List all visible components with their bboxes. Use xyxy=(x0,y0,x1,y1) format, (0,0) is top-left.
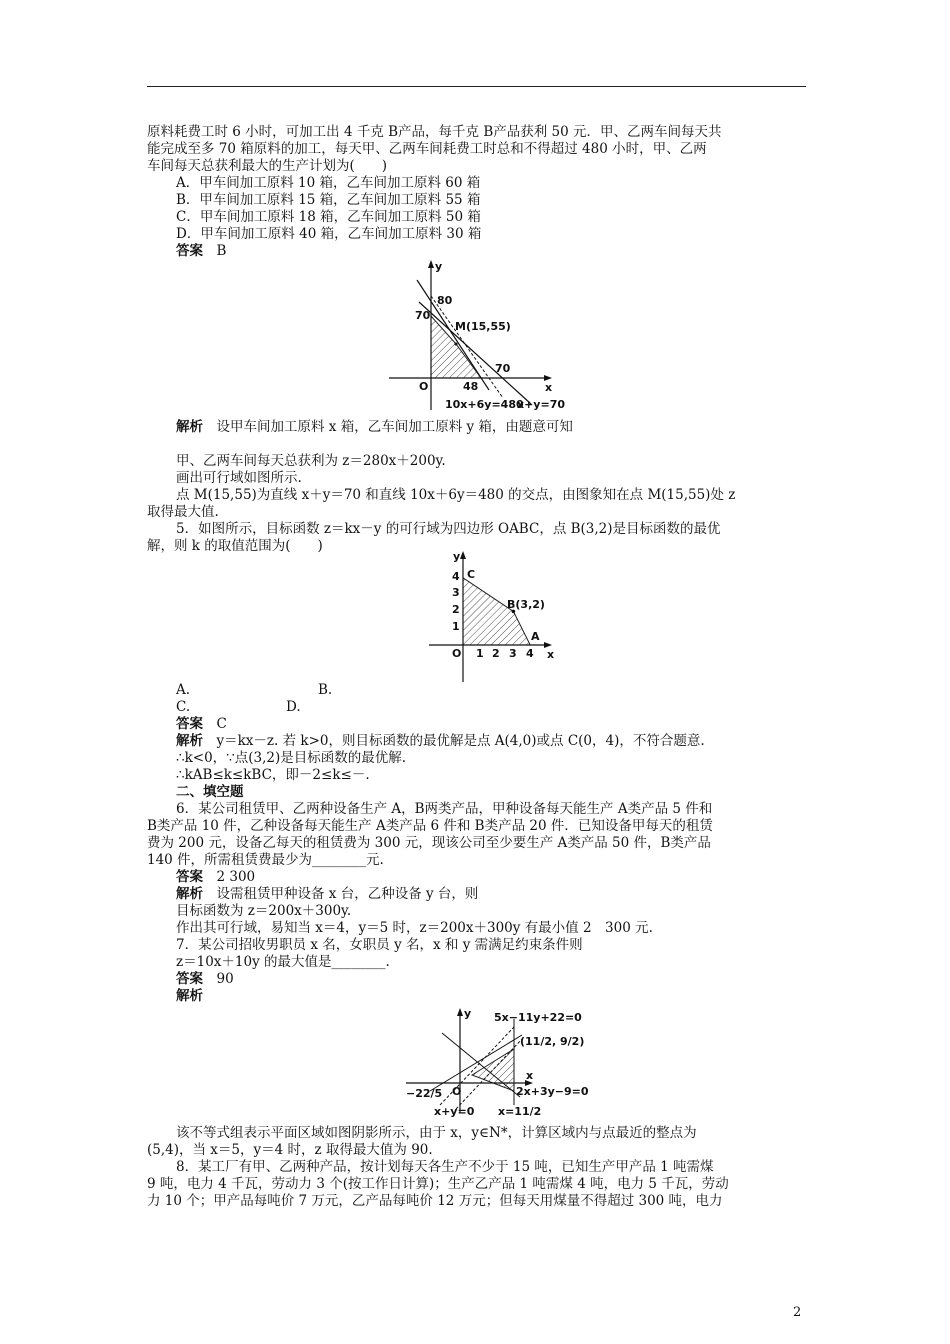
text-line: 作出其可行域，易知当 x＝4，y＝5 时，z＝200x＋300y 有最小值 2 300 元. xyxy=(176,920,653,936)
answer-line xyxy=(176,716,227,733)
label-eq1: 10x+6y=480 xyxy=(445,398,524,411)
axis-y-arrow xyxy=(460,551,466,559)
text-line: z＝10x＋10y 的最大值是________. xyxy=(176,954,390,970)
solution-text: 设需租赁甲种设备 x 台，乙种设备 y 台，则 xyxy=(203,886,479,902)
answer-line xyxy=(176,243,226,260)
answer-label: 答案 xyxy=(176,243,203,259)
label-y: y xyxy=(453,550,461,563)
text-line: ∴k<0，∵点(3,2)是目标函数的最优解. xyxy=(176,750,407,766)
label-m: M(15,55) xyxy=(455,320,511,333)
solution-label: 解析 xyxy=(176,988,203,1004)
option-b: B. xyxy=(318,682,333,698)
label-eq2: x+y=70 xyxy=(517,398,566,411)
text-line: ∴kAB≤k≤kBC，即－2≤k≤－. xyxy=(176,767,370,783)
label-70-x: 70 xyxy=(495,362,511,375)
option-c: C．甲车间加工原料 18 箱，乙车间加工原料 50 箱 xyxy=(176,209,481,225)
label-x: x xyxy=(526,1069,534,1082)
answer-line xyxy=(176,869,255,886)
text-line: 费为 200 元，设备乙每天的租赁费为 300 元，现该公司至少要生产 A类产品 50 件，B类产品 xyxy=(147,835,711,851)
label-x: x xyxy=(545,381,553,394)
text-line: 点 M(15,55)为直线 x＋y＝70 和直线 10x＋6y＝480 的交点，由图象知在点 M(15,55)处 z xyxy=(176,487,736,503)
solution-line xyxy=(176,419,573,436)
text-line: 甲、乙两车间每天总获利为 z＝280x＋200y. xyxy=(176,453,446,469)
text-line: B类产品 10 件，乙种设备每天能生产 A类产品 6 件和 B类产品 20 件．已知设备甲每天的租赁 xyxy=(147,818,713,834)
label-eq2: 2x+3y−9=0 xyxy=(516,1085,589,1098)
text-line: 画出可行域如图所示. xyxy=(176,470,302,486)
solution-label: 解析 xyxy=(176,419,203,435)
question-6: 6．某公司租赁甲、乙两种设备生产 A，B两类产品，甲种设备每天能生产 A类产品 5 件和 xyxy=(176,801,713,817)
question-5: 5．如图所示，目标函数 z＝kx－y 的可行域为四边形 OABC，点 B(3,2)是目标函数的最优 xyxy=(176,521,721,537)
label-o: O xyxy=(452,1085,462,1098)
point-m xyxy=(455,343,458,346)
solution-text: y＝kx－z. 若 k>0，则目标函数的最优解是点 A(4,0)或点 C(0，4)，不符合题意. xyxy=(203,733,705,749)
tick-y-1: 1 xyxy=(452,620,460,633)
label-eq3: x+y=0 xyxy=(434,1105,475,1118)
text-line: 9 吨，电力 4 千瓦，劳动力 3 个(按工作日计算)；生产乙产品 1 吨需煤 4 吨，电力 5 千瓦，劳动 xyxy=(147,1176,729,1192)
label-48: 48 xyxy=(463,380,479,393)
tick-x-1: 1 xyxy=(476,647,484,660)
option-a: A. xyxy=(176,682,191,698)
text-line: 能完成至多 70 箱原料的加工，每天甲、乙两车间耗费工时总和不得超过 480 小时，甲、乙两 xyxy=(147,141,707,157)
label-c: C xyxy=(467,568,476,581)
option-a: A．甲车间加工原料 10 箱，乙车间加工原料 60 箱 xyxy=(176,175,481,191)
option-b: B．甲车间加工原料 15 箱，乙车间加工原料 55 箱 xyxy=(176,192,481,208)
label-eq4: x=11/2 xyxy=(498,1105,542,1118)
solution-text: 设甲车间加工原料 x 箱，乙车间加工原料 y 箱，由题意可知 xyxy=(203,419,573,435)
label-y: y xyxy=(464,1007,472,1020)
answer-label: 答案 xyxy=(176,869,203,885)
figure-feasible-region-3 xyxy=(402,1005,602,1118)
question-8: 8．某工厂有甲、乙两种产品，按计划每天各生产不少于 15 吨，已知生产甲产品 1 吨需煤 xyxy=(176,1159,714,1175)
option-c: C. xyxy=(176,699,191,715)
tick-x-4: 4 xyxy=(526,647,534,660)
text-line: 目标函数为 z＝200x＋300y. xyxy=(176,903,352,919)
text-line: 力 10 个；甲产品每吨价 7 万元，乙产品每吨价 12 万元；但每天用煤量不得超过 300 吨，电力 xyxy=(147,1193,723,1209)
text-line: 车间每天总获利最大的生产计划为( ) xyxy=(147,158,388,174)
question-7: 7．某公司招收男职员 x 名，女职员 y 名，x 和 y 需满足约束条件则 xyxy=(176,937,583,953)
section-heading: 二、填空题 xyxy=(176,784,244,800)
header-rule xyxy=(147,86,806,87)
text-line: 140 件，所需租赁费最少为________元. xyxy=(147,852,384,868)
text-line: (5,4)，当 x＝5，y＝4 时，z 取得最大值为 90. xyxy=(147,1142,433,1158)
tick-y-3: 3 xyxy=(452,586,460,599)
text-line: 取得最大值. xyxy=(147,504,219,520)
label-o: O xyxy=(452,647,462,660)
option-d: D．甲车间加工原料 40 箱，乙车间加工原料 30 箱 xyxy=(176,226,482,242)
answer-label: 答案 xyxy=(176,716,203,732)
figure-feasible-region-1 xyxy=(385,258,575,413)
solution-line xyxy=(176,886,478,903)
label-point: (11/2, 9/2) xyxy=(520,1035,585,1048)
answer-value: C xyxy=(203,716,227,732)
text-line: 原料耗费工时 6 小时，可加工出 4 千克 B产品，每千克 B产品获利 50 元．甲、乙两车间每天共 xyxy=(147,124,722,140)
label-eq1: 5x−11y+22=0 xyxy=(494,1011,582,1024)
answer-value: 2 300 xyxy=(203,869,256,885)
option-d: D. xyxy=(286,699,301,715)
label-neg-22-5: −22/5 xyxy=(406,1087,443,1100)
label-80: 80 xyxy=(437,294,453,307)
solution-line xyxy=(176,733,705,750)
shaded-region xyxy=(463,578,530,645)
label-o: O xyxy=(419,380,429,393)
axis-y-arrow xyxy=(428,260,434,268)
label-x: x xyxy=(547,648,555,661)
label-a: A xyxy=(531,630,540,643)
text-line: 该不等式组表示平面区域如图阴影所示，由于 x，y∈N*，计算区域内与点最近的整点为 xyxy=(176,1125,697,1141)
tick-x-3: 3 xyxy=(509,647,517,660)
label-b: B(3,2) xyxy=(507,598,545,611)
solution-label: 解析 xyxy=(176,886,203,902)
answer-value: 90 xyxy=(203,971,234,987)
axis-y-arrow xyxy=(457,1008,463,1016)
answer-line xyxy=(176,971,234,988)
answer-label: 答案 xyxy=(176,971,203,987)
answer-value: B xyxy=(203,243,227,259)
label-y: y xyxy=(435,260,443,273)
page-number: 2 xyxy=(793,1305,802,1320)
solution-label: 解析 xyxy=(176,733,203,749)
figure-quadrilateral-oabc xyxy=(425,548,565,684)
tick-y-2: 2 xyxy=(452,603,460,616)
tick-y-4: 4 xyxy=(452,570,460,583)
tick-x-2: 2 xyxy=(492,647,500,660)
text-line: 解，则 k 的取值范围为( ) xyxy=(147,538,323,554)
label-70: 70 xyxy=(415,309,431,322)
